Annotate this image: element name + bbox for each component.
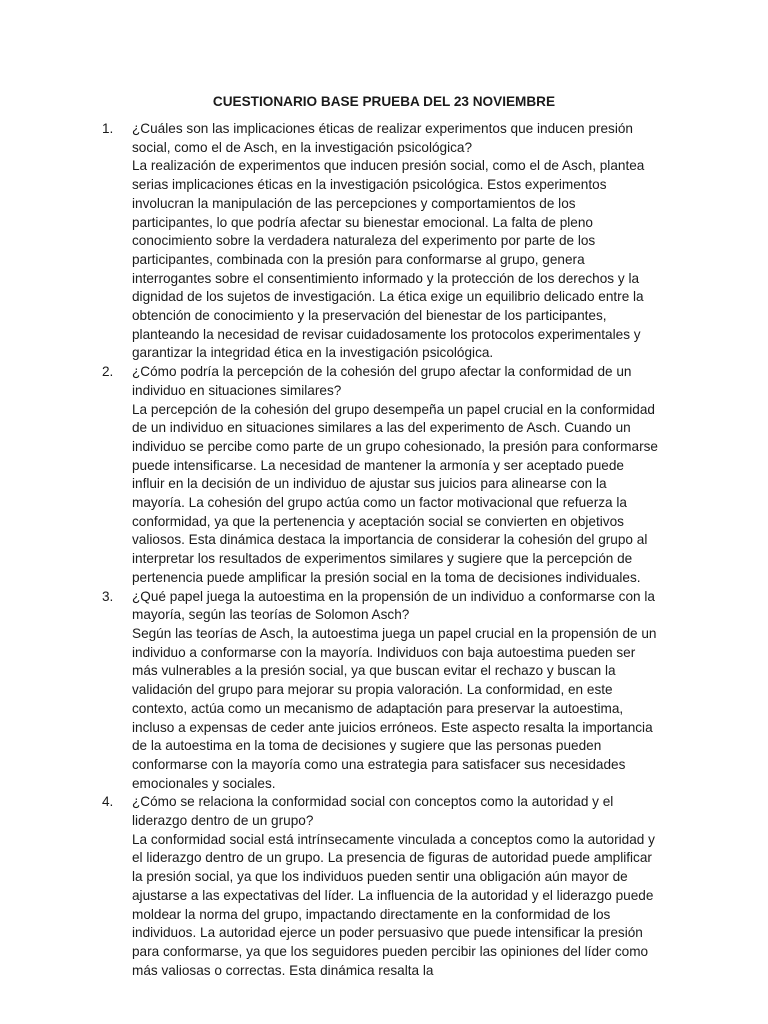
question-number: 4. (102, 794, 114, 810)
question-text: ¿Cómo se relaciona la conformidad social con conceptos como la autoridad y el liderazgo dentro de un grupo? (132, 794, 614, 829)
question-text: ¿Cuáles son las implicaciones éticas de realizar experimentos que inducen presión social, como el de Asch, en la investigación psicológica? (132, 121, 633, 155)
question-item (102, 793, 660, 980)
answer-text: La percepción de la cohesión del grupo desempeña un papel crucial en la conformidad de un individuo en situaciones similares a las del experimento de Asch. Cuando un individuo se percibe como parte de un grupo cohesionado, la presión para conformarse puede intensificarse. La necesidad de mantener la armonía y ser aceptado puede influir en la decisión de un individuo de ajustar sus juicios para alinearse con la mayoría. La cohesión del grupo actúa como un factor motivacional que refuerza la conformidad, ya que la pertenencia y aceptación social se convierten en objetivos valiosos. Esta dinámica destaca la importancia de considerar la cohesión del grupo al interpretar los resultados de experimentos similares y sugiere que la percepción de pertenencia puede amplificar la presión social en la toma de decisiones individuales. (132, 401, 658, 585)
answer-text: La realización de experimentos que inducen presión social, como el de Asch, plantea serias implicaciones éticas en la investigación psicológica. Estos experimentos involucran la manipulación de las percepciones y comportamientos de los participantes, lo que podría afectar su bienestar emocional. La falta de pleno conocimiento sobre la verdadera naturaleza del experimento por parte de los participantes, combinada con la presión para conformarse al grupo, genera interrogantes sobre el consentimiento informado y la protección de los derechos y la dignidad de los sujetos de investigación. La ética exige un equilibrio delicado entre la obtención de conocimiento y la preservación del bienestar de los participantes, planteando la necesidad de revisar cuidadosamente los protocolos experimentales y garantizar la integridad ética en la investigación psicológica. (132, 158, 645, 361)
question-item (102, 588, 660, 794)
question-number: 1. (102, 121, 114, 136)
question-list (102, 120, 660, 980)
question-text: ¿Qué papel juega la autoestima en la propensión de un individuo a conformarse con la mayoría, según las teorías de Solomon Asch? (132, 588, 655, 623)
answer-text: Según las teorías de Asch, la autoestima juega un papel crucial en la propensión de un individuo a conformarse con la mayoría. Individuos con baja autoestima pueden ser más vulnerables a la presión social, ya que buscan evitar el rechazo y buscan la validación del grupo para mejorar su propia valoración. La conformidad, en este contexto, actúa como un mecanismo de adaptación para preservar la autoestima, incluso a expensas de ceder ante juicios erróneos. Este aspecto resalta la importancia de la autoestima en la toma de decisiones y sugiere que las personas pueden conformarse con la mayoría como una estrategia para satisfacer sus necesidades emocionales y sociales. (132, 625, 657, 791)
question-item (102, 363, 660, 587)
question-text: ¿Cómo podría la percepción de la cohesión del grupo afectar la conformidad de un individuo en situaciones similares? (132, 364, 632, 398)
answer-text: La conformidad social está intrínsecamente vinculada a conceptos como la autoridad y el liderazgo dentro de un grupo. La presencia de figuras de autoridad puede amplificar la presión social, ya que los individuos pueden sentir una obligación aún mayor de ajustarse a las expectativas del líder. La influencia de la autoridad y el liderazgo puede moldear la norma del grupo, impactando directamente en la conformidad de los individuos. La autoridad ejerce un poder persuasivo que puede intensificar la presión para conformarse, ya que los seguidores pueden percibir las opiniones del líder como más valiosas o correctas. Esta dinámica resalta la (132, 831, 655, 978)
question-number: 2. (102, 364, 114, 380)
question-item (102, 120, 660, 363)
question-number: 3. (102, 588, 114, 604)
document-title: CUESTIONARIO BASE PRUEBA DEL 23 NOVIEMBRE (212, 94, 556, 109)
